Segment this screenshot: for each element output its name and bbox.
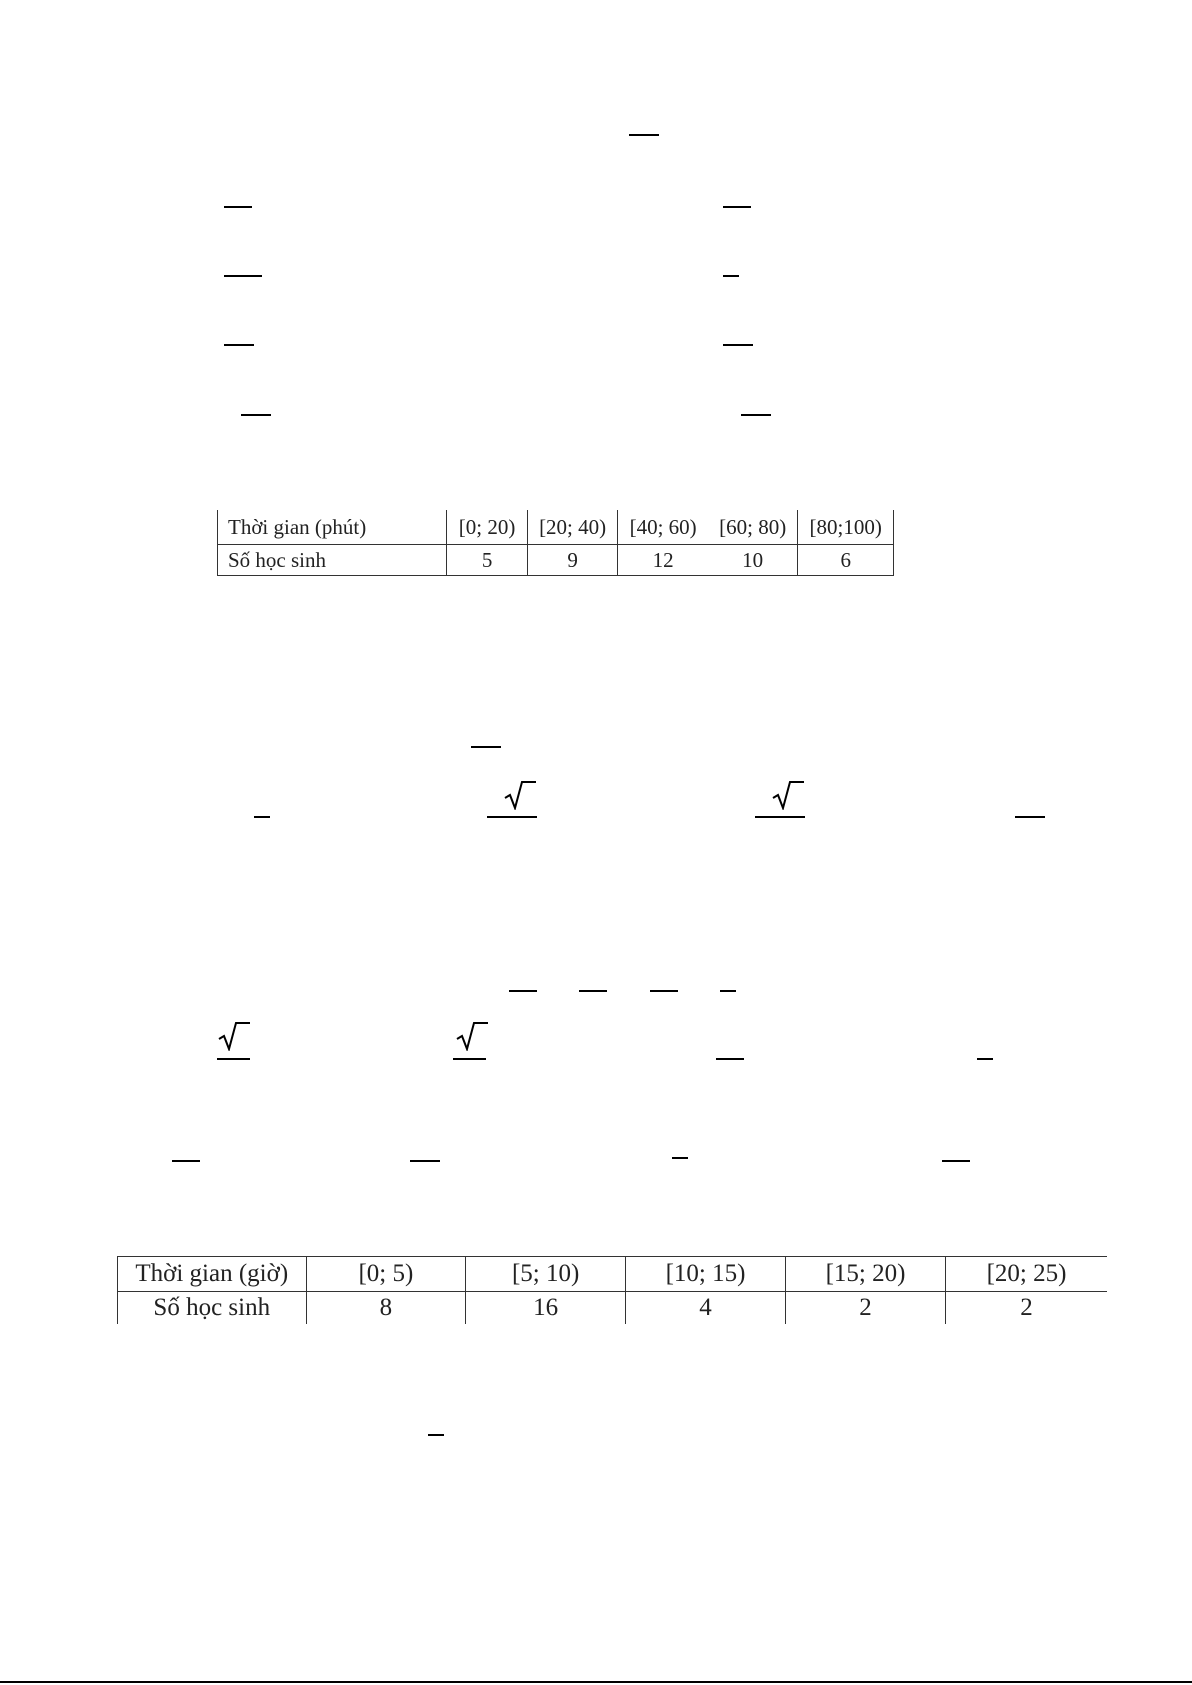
fraction-bar (650, 990, 678, 992)
fraction-bar (741, 414, 771, 416)
table-header-row (218, 510, 894, 545)
sqrt-symbol (217, 1021, 241, 1049)
table-cell: [5; 10) (466, 1257, 626, 1292)
table-cell: Thời gian (phút) (218, 510, 447, 545)
fraction-bar (487, 816, 537, 818)
fraction-bar (410, 1160, 440, 1162)
table-row (118, 1292, 1108, 1325)
frequency-table-minutes (217, 510, 894, 576)
page-bottom-rule (0, 1681, 1192, 1683)
fraction-bar (977, 1058, 993, 1060)
sqrt-symbol (503, 780, 527, 808)
table-cell: [10; 15) (626, 1257, 786, 1292)
table-cell: 2 (946, 1292, 1107, 1325)
table-cell: 16 (466, 1292, 626, 1325)
frequency-table-hours (117, 1256, 1107, 1324)
table-header-row (118, 1257, 1108, 1292)
fraction-bar (172, 1160, 200, 1162)
fraction-bar (509, 990, 537, 992)
fraction-bar (755, 816, 805, 818)
table-cell: 5 (447, 545, 528, 576)
table-cell: 10 (708, 545, 798, 576)
table-cell: [20; 40) (527, 510, 618, 545)
table-cell: 9 (527, 545, 618, 576)
fraction-bar (224, 206, 252, 208)
fraction-bar (942, 1160, 970, 1162)
fraction-bar (720, 990, 736, 992)
table-cell: 12 (618, 545, 708, 576)
table-cell: [15; 20) (786, 1257, 946, 1292)
fraction-bar (672, 1157, 688, 1159)
table-cell: [0; 5) (306, 1257, 466, 1292)
fraction-bar (241, 414, 271, 416)
table-cell: 2 (786, 1292, 946, 1325)
fraction-bar (723, 275, 739, 277)
fraction-bar (723, 206, 751, 208)
table-cell: Số học sinh (118, 1292, 307, 1325)
sqrt-symbol (455, 1021, 479, 1049)
table-cell: [0; 20) (447, 510, 528, 545)
table-cell: [60; 80) (708, 510, 798, 545)
table-cell: [80;100) (798, 510, 894, 545)
fraction-bar (254, 816, 270, 818)
fraction-bar (629, 134, 659, 136)
table-cell: 8 (306, 1292, 466, 1325)
fraction-bar (217, 1058, 250, 1060)
table-cell: [20; 25) (946, 1257, 1107, 1292)
fraction-bar (224, 275, 262, 277)
fraction-bar (471, 746, 501, 748)
fraction-bar (1015, 816, 1045, 818)
table-cell: Số học sinh (218, 545, 447, 576)
table-cell: [40; 60) (629, 514, 697, 539)
fraction-bar (453, 1058, 486, 1060)
table-cell: Thời gian (giờ) (118, 1257, 307, 1292)
fraction-bar (224, 344, 254, 346)
fraction-bar (723, 344, 753, 346)
table-cell: 4 (626, 1292, 786, 1325)
fraction-bar (428, 1434, 444, 1436)
table-cell: 6 (798, 545, 894, 576)
table-row (218, 545, 894, 576)
fraction-bar (579, 990, 607, 992)
fraction-bar (716, 1058, 744, 1060)
sqrt-symbol (771, 780, 795, 808)
